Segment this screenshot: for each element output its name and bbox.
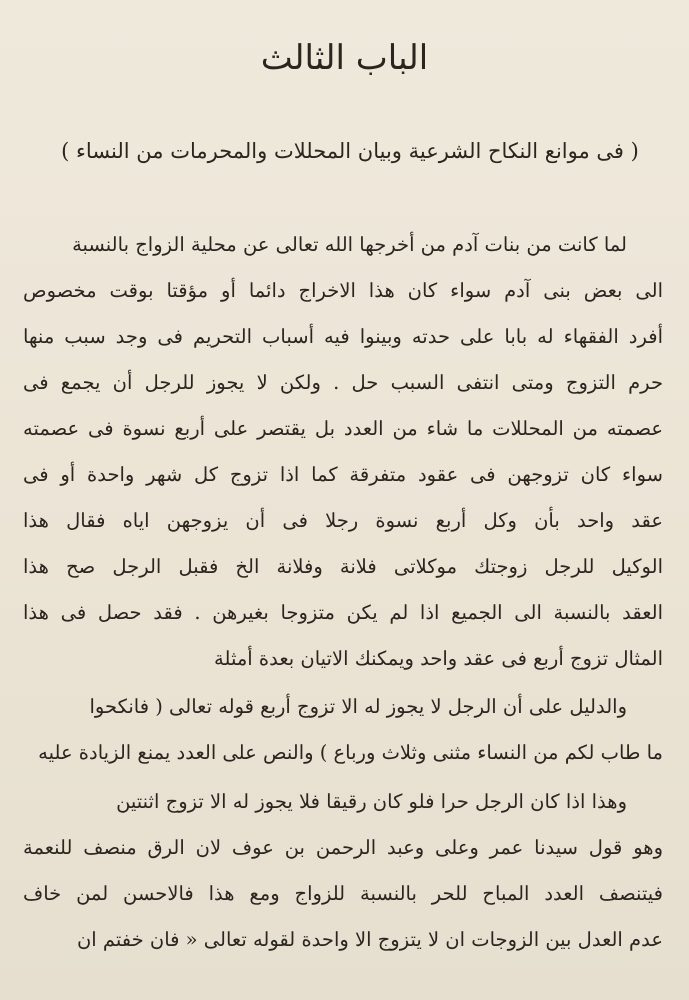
text-line: عصمته من المحللات ما شاء من العدد بل يقتصر على أربع نسوة فى عصمته bbox=[23, 417, 663, 440]
text-line: عدم العدل بين الزوجات ان لا يتزوج الا واحدة لقوله تعالى « فان خفتم ان bbox=[76, 928, 663, 951]
text-line: العقد بالنسبة الى الجميع اذا لم يكن متزوجا بغيرهن . فقد حصل فى هذا bbox=[23, 601, 663, 624]
text-line: وهو قول سيدنا عمر وعلى وعبد الرحمن بن عوف لان الرق منصف للنعمة bbox=[23, 836, 663, 859]
text-line: الى بعض بنى آدم سواء كان هذا الاخراج دائما أو مؤقتا بوقت مخصوص bbox=[23, 279, 663, 302]
text-line: الوكيل للرجل زوجتك موكلاتى فلانة وفلانة الخ فقبل الرجل صح هذا bbox=[23, 555, 663, 578]
text-line: عقد واحد بأن وكل أربع نسوة رجلا فى أن يزوجهن اياه فقال هذا bbox=[23, 509, 663, 532]
chapter-title: الباب الثالث bbox=[260, 38, 429, 78]
chapter-subtitle: ( فى موانع النكاح الشرعية وبيان المحللات والمحرمات من النساء ) bbox=[61, 139, 639, 163]
paragraph-1 bbox=[23, 222, 663, 682]
text-line: فيتنصف العدد المباح للحر بالنسبة للزواج ومع هذا فالاحسن لمن خاف bbox=[23, 882, 663, 905]
paragraph-3 bbox=[23, 779, 663, 963]
text-line: أفرد الفقهاء له بابا على حدته وبينوا فيه أسباب التحريم فى وجد سبب منها bbox=[23, 325, 663, 348]
paragraph-2 bbox=[23, 684, 663, 776]
text-line: سواء كان تزوجهن فى عقود متفرقة كما اذا تزوج كل شهر واحدة أو فى bbox=[23, 463, 663, 486]
text-line: والدليل على أن الرجل لا يجوز له الا تزوج أربع قوله تعالى ( فانكحوا bbox=[89, 695, 627, 718]
text-line: حرم التزوج ومتى انتفى السبب حل . ولكن لا يجوز للرجل أن يجمع فى bbox=[23, 371, 663, 394]
text-line: ما طاب لكم من النساء مثنى وثلاث ورباع ) والنص على العدد يمنع الزيادة عليه bbox=[38, 741, 663, 764]
text-line: وهذا اذا كان الرجل حرا فلو كان رقيقا فلا يجوز له الا تزوج اثنتين bbox=[116, 790, 627, 813]
text-line: المثال تزوج أربع فى عقد واحد ويمكنك الاتيان بعدة أمثلة bbox=[214, 647, 663, 670]
text-line: لما كانت من بنات آدم من أخرجها الله تعالى عن محلية الزواج بالنسبة bbox=[72, 233, 627, 256]
